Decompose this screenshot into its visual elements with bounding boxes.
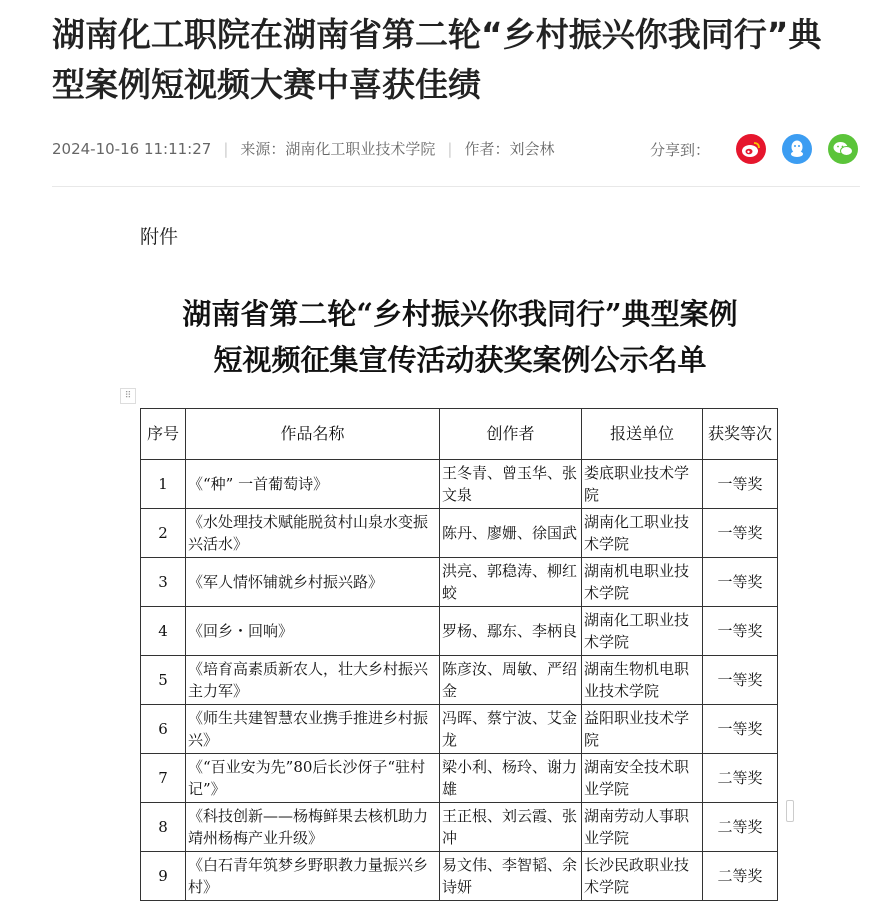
meta-divider: | bbox=[447, 139, 453, 158]
table-row bbox=[141, 754, 778, 803]
table-row bbox=[141, 656, 778, 705]
cell-unit: 湖南安全技术职业学院 bbox=[582, 754, 703, 803]
cell-unit: 湖南化工职业技术学院 bbox=[582, 509, 703, 558]
article-meta bbox=[52, 138, 554, 159]
meta-divider: | bbox=[223, 139, 229, 158]
divider-line bbox=[52, 186, 860, 187]
doc-title-line1: 湖南省第二轮“乡村振兴你我同行”典型案例 bbox=[182, 297, 738, 331]
table-row bbox=[141, 607, 778, 656]
cell-name: 《回乡・回响》 bbox=[186, 607, 440, 656]
article-author: 作者：刘会林 bbox=[464, 140, 555, 158]
cell-award: 二等奖 bbox=[703, 852, 778, 901]
cell-no: 2 bbox=[141, 509, 186, 558]
wechat-icon[interactable] bbox=[828, 134, 858, 164]
cell-no: 7 bbox=[141, 754, 186, 803]
table-row bbox=[141, 460, 778, 509]
cell-name: 《水处理技术赋能脱贫村山泉水变振兴活水》 bbox=[186, 509, 440, 558]
header-author: 创作者 bbox=[440, 409, 582, 460]
cell-unit: 娄底职业技术学院 bbox=[582, 460, 703, 509]
cell-author: 陈彦汝、周敏、严绍金 bbox=[440, 656, 582, 705]
cell-award: 一等奖 bbox=[703, 558, 778, 607]
header-name: 作品名称 bbox=[186, 409, 440, 460]
cell-no: 8 bbox=[141, 803, 186, 852]
cell-name: 《科技创新——杨梅鲜果去核机助力靖州杨梅产业升级》 bbox=[186, 803, 440, 852]
table-header-row bbox=[141, 409, 778, 460]
cell-unit: 湖南生物机电职业技术学院 bbox=[582, 656, 703, 705]
cell-award: 一等奖 bbox=[703, 607, 778, 656]
cell-award: 二等奖 bbox=[703, 754, 778, 803]
publish-datetime: 2024-10-16 11:11:27 bbox=[52, 139, 212, 158]
cell-author: 王正根、刘云霞、张冲 bbox=[440, 803, 582, 852]
cell-award: 一等奖 bbox=[703, 656, 778, 705]
qq-icon[interactable] bbox=[782, 134, 812, 164]
cell-unit: 长沙民政职业技术学院 bbox=[582, 852, 703, 901]
cell-no: 3 bbox=[141, 558, 186, 607]
cell-author: 王冬青、曾玉华、张文泉 bbox=[440, 460, 582, 509]
article-source: 来源：湖南化工职业技术学院 bbox=[240, 140, 436, 158]
cell-author: 易文伟、李智韬、余诗妍 bbox=[440, 852, 582, 901]
cell-name: 《“种” 一首葡萄诗》 bbox=[186, 460, 440, 509]
weibo-icon[interactable] bbox=[736, 134, 766, 164]
header-no: 序号 bbox=[141, 409, 186, 460]
header-award: 获奖等次 bbox=[703, 409, 778, 460]
cell-name: 《“百业安为先”80后长沙伢子“驻村记”》 bbox=[186, 754, 440, 803]
table-row bbox=[141, 803, 778, 852]
cell-unit: 湖南机电职业技术学院 bbox=[582, 558, 703, 607]
header-unit: 报送单位 bbox=[582, 409, 703, 460]
table-move-handle[interactable]: ⠿ bbox=[120, 388, 136, 404]
cell-unit: 湖南劳动人事职业学院 bbox=[582, 803, 703, 852]
cell-no: 5 bbox=[141, 656, 186, 705]
cell-name: 《白石青年筑梦乡野职教力量振兴乡村》 bbox=[186, 852, 440, 901]
article-title: 湖南化工职院在湖南省第二轮“乡村振兴你我同行”典型案例短视频大赛中喜获佳绩 bbox=[52, 15, 822, 104]
cell-author: 冯晖、蔡宁波、艾金龙 bbox=[440, 705, 582, 754]
cell-name: 《培育高素质新农人，壮大乡村振兴主力军》 bbox=[186, 656, 440, 705]
cell-no: 1 bbox=[141, 460, 186, 509]
attachment-label: 附件 bbox=[140, 226, 179, 248]
cell-unit: 湖南化工职业技术学院 bbox=[582, 607, 703, 656]
cell-award: 一等奖 bbox=[703, 460, 778, 509]
scroll-handle[interactable] bbox=[786, 800, 794, 822]
cell-no: 9 bbox=[141, 852, 186, 901]
cell-author: 梁小利、杨玲、谢力雄 bbox=[440, 754, 582, 803]
cell-no: 4 bbox=[141, 607, 186, 656]
award-table bbox=[140, 408, 778, 901]
doc-title-line2: 短视频征集宣传活动获奖案例公示名单 bbox=[213, 343, 707, 377]
table-row bbox=[141, 705, 778, 754]
table-row bbox=[141, 852, 778, 901]
cell-author: 陈丹、廖姗、徐国武 bbox=[440, 509, 582, 558]
cell-author: 罗杨、鄢东、李柄良 bbox=[440, 607, 582, 656]
share-bar bbox=[650, 134, 858, 164]
cell-name: 《师生共建智慧农业携手推进乡村振兴》 bbox=[186, 705, 440, 754]
share-label: 分享到： bbox=[650, 140, 711, 159]
table-row bbox=[141, 558, 778, 607]
cell-author: 洪亮、郭稳涛、柳红蛟 bbox=[440, 558, 582, 607]
cell-no: 6 bbox=[141, 705, 186, 754]
cell-name: 《军人情怀铺就乡村振兴路》 bbox=[186, 558, 440, 607]
cell-award: 一等奖 bbox=[703, 705, 778, 754]
cell-award: 一等奖 bbox=[703, 509, 778, 558]
cell-unit: 益阳职业技术学院 bbox=[582, 705, 703, 754]
cell-award: 二等奖 bbox=[703, 803, 778, 852]
table-row bbox=[141, 509, 778, 558]
